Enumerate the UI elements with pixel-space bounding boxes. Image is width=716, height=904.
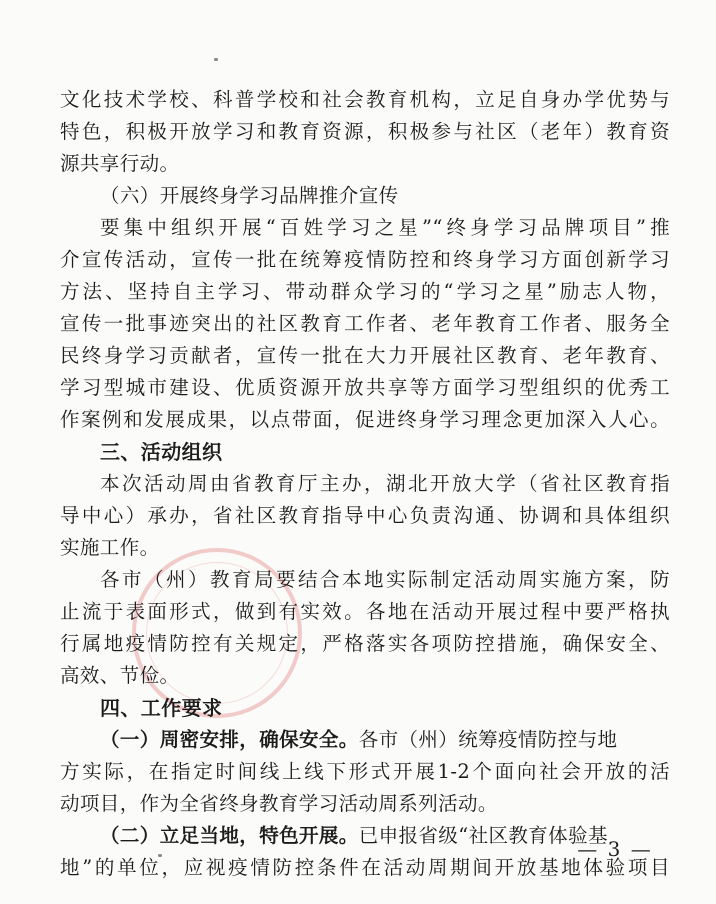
body-line: 特色，积极开放学习和教育资源，积极参与社区（老年）教育资: [60, 120, 670, 143]
requirement-text-2: 已申报省级“社区教育体验基: [358, 824, 608, 847]
body-line: 源共享行动。: [60, 152, 180, 175]
body-line: 止流于表面形式，做到有实效。各地在活动开展过程中要严格执: [60, 600, 670, 623]
body-line: 宣传一批事迹突出的社区教育工作者、老年教育工作者、服务全: [60, 312, 670, 335]
body-line: 本次活动周由省教育厅主办，湖北开放大学（省社区教育指: [100, 472, 670, 495]
scan-speck: [214, 58, 218, 61]
section-heading: 四、工作要求: [100, 696, 223, 720]
body-line: 学习型城市建设、优质资源开放共享等方面学习型组织的优秀工: [60, 376, 670, 399]
requirement-lead-2: （二）立足当地，特色开展。: [100, 824, 359, 847]
body-line: 方法、坚持自主学习、带动群众学习的“学习之星”励志人物，: [60, 280, 670, 303]
body-line: 方实际，在指定时间线上线下形式开展1-2个面向社会开放的活: [60, 760, 670, 783]
body-line: 作案例和发展成果，以点带面，促进终身学习理念更加深入人心。: [60, 408, 670, 431]
body-line: [100, 724, 670, 756]
body-line: 要集中组织开展“百姓学习之星”“终身学习品牌项目”推: [100, 216, 670, 239]
body-line: 文化技术学校、科普学校和社会教育机构，立足自身办学优势与: [60, 88, 670, 111]
subsection-heading: （六）开展终身学习品牌推介宣传: [100, 184, 399, 207]
body-line: 高效、节俭。: [60, 664, 180, 687]
body-line: 动项目，作为全省终身教育学习活动周系列活动。: [60, 792, 498, 815]
page-number: — 3 —: [577, 837, 653, 861]
body-line: 导中心）承办，省社区教育指导中心负责沟通、协调和具体组织: [60, 504, 670, 527]
requirement-lead-1: （一）周密安排，确保安全。: [100, 728, 359, 751]
body-line: 实施工作。: [60, 536, 160, 559]
body-line: 地”的单位，应视疫情防控条件在活动周期间开放基地体验项目: [60, 856, 670, 879]
section-heading: 三、活动组织: [100, 440, 223, 464]
body-line: 民终身学习贡献者，宣传一批在大力开展社区教育、老年教育、: [60, 344, 670, 367]
body-line: 行属地疫情防控有关规定，严格落实各项防控措施，确保安全、: [60, 632, 670, 655]
body-line: 各市（州）教育局要结合本地实际制定活动周实施方案，防: [100, 568, 670, 591]
requirement-text-1: 各市（州）统筹疫情防控与地: [358, 728, 618, 751]
body-line: 介宣传活动，宣传一批在统筹疫情防控和终身学习方面创新学习: [60, 248, 670, 271]
